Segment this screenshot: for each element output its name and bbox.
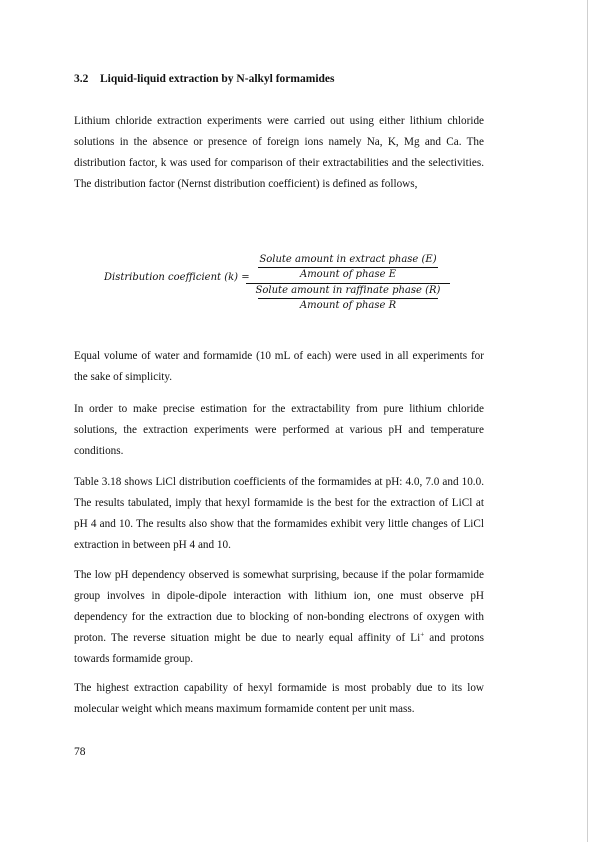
equation-denominator-bottom: Amount of phase R <box>299 300 397 311</box>
paragraph-ph-dependency <box>74 565 484 670</box>
equation-denominator-top: Solute amount in raffinate phase (R) <box>255 285 441 296</box>
denominator-fraction-bar <box>258 298 438 299</box>
paragraph-highest-extraction: The highest extraction capability of hexyl formamide is most probably due to its low molecular weight which means maximum formamide content per unit mass. <box>74 682 484 715</box>
section-title: Liquid-liquid extraction by N-alkyl formamides <box>100 73 335 85</box>
page-number: 78 <box>74 746 86 758</box>
ph-dependency-tail: and protons towards formamide group. <box>74 632 485 665</box>
main-fraction-bar <box>246 283 450 284</box>
paragraph-intro: Lithium chloride extraction experiments were carried out using either lithium chloride solutions in the absence or presence of foreign ions namely Na, K, Mg and Ca. The distribution factor, k was used for comparison of their extractabilities and the selectivities. The distribution factor (Nernst distribution coefficient) is defined as follows, <box>74 115 484 190</box>
numerator-fraction-bar <box>258 267 438 268</box>
section-heading <box>74 72 335 86</box>
paragraph-table-results: Table 3.18 shows LiCl distribution coefficients of the formamides at pH: 4.0, 7.0 and 10.0. The results tabulated, imply that hexyl formamide is the best for the extraction of LiCl at pH 4 and 10. The results also show that the formamides exhibit very little changes of LiCl extraction in between pH 4 and 10. <box>74 476 484 551</box>
paragraph-precise-estimation: In order to make precise estimation for the extractability from pure lithium chloride solutions, the extraction experiments were performed at various pH and temperature conditions. <box>74 403 484 457</box>
equation-numerator-bottom: Amount of phase E <box>299 269 397 280</box>
equation-numerator-top: Solute amount in extract phase (E) <box>259 254 437 265</box>
section-number: 3.2 <box>74 73 89 85</box>
equation-lhs: Distribution coefficient (k) = <box>104 272 250 283</box>
paragraph-equal-volume: Equal volume of water and formamide (10 mL of each) were used in all experiments for the sake of simplicity. <box>74 350 484 383</box>
page-edge-rule <box>587 0 588 842</box>
lithium-charge-superscript: + <box>420 630 425 639</box>
equation-fraction <box>246 254 450 312</box>
ph-dependency-text: The low pH dependency observed is somewhat surprising, because if the polar formamide group involves in dipole-dipole interaction with lithium ion, one must observe pH dependency for the extraction due to blocking of non-bonding electrons of oxygen with proton. The reverse situation might be due to nearly equal affinity of Li <box>74 569 484 644</box>
distribution-equation <box>74 254 484 314</box>
